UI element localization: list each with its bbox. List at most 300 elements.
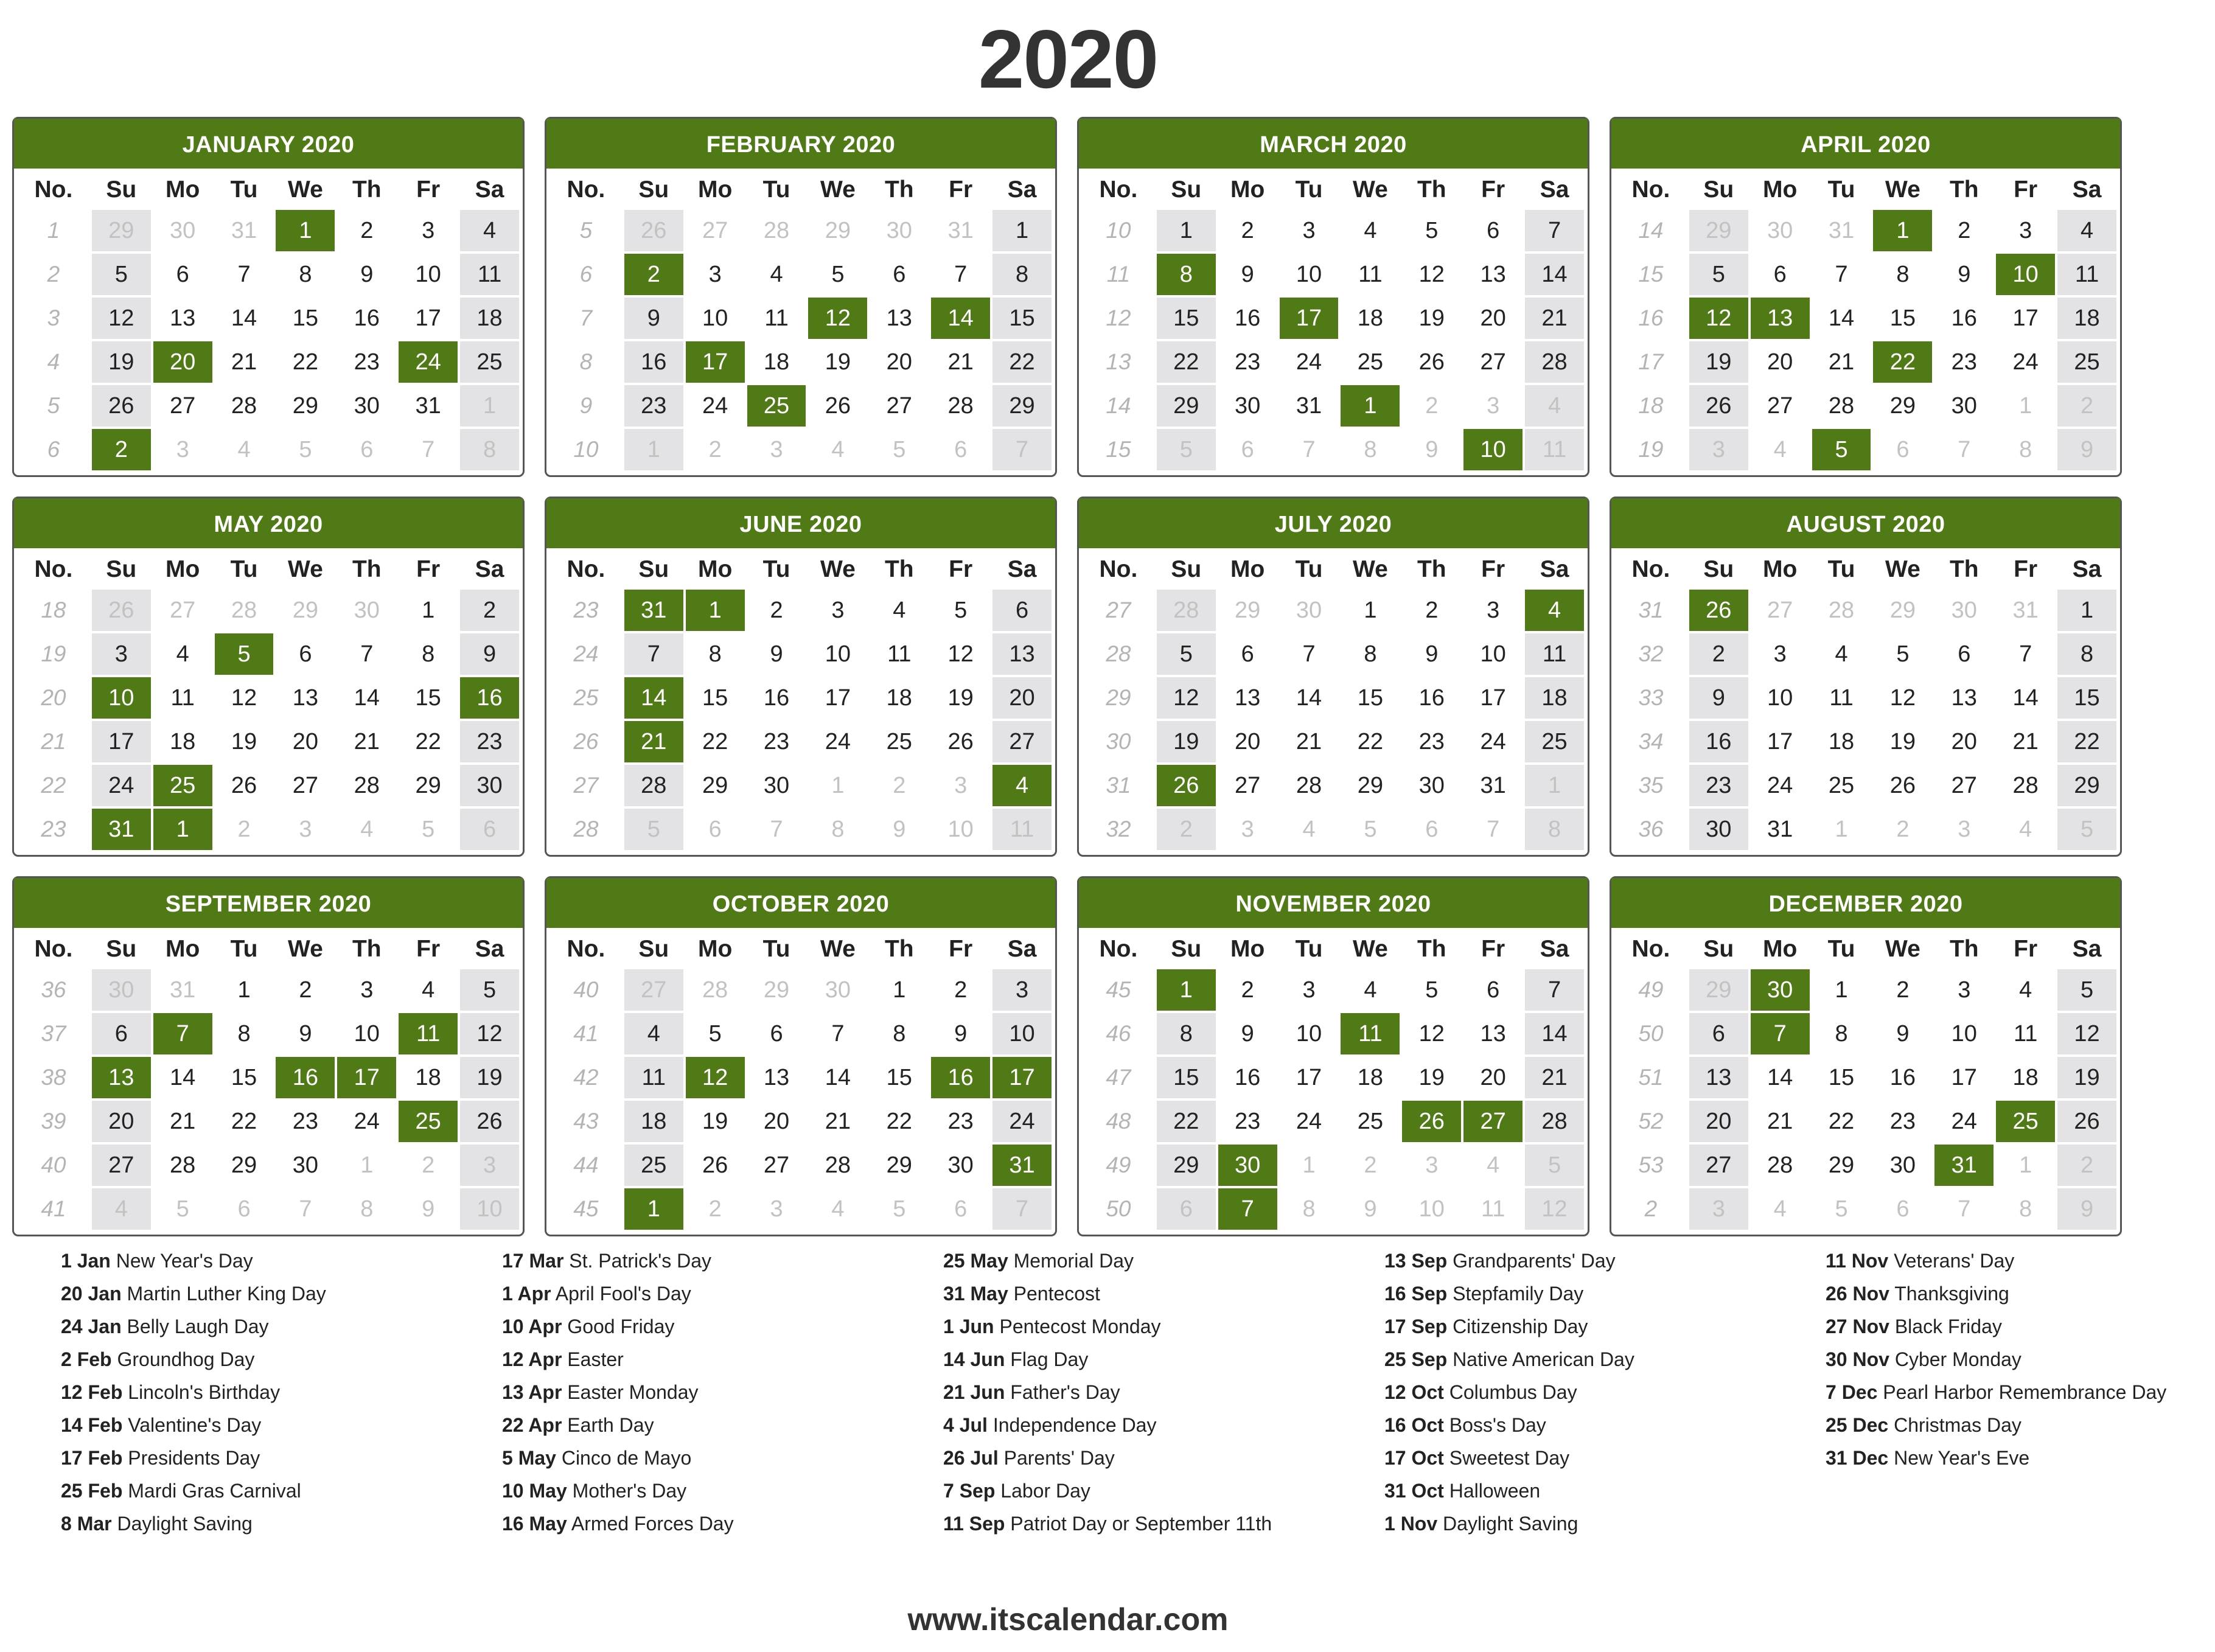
holiday-day-cell[interactable]: 17 <box>685 340 746 384</box>
day-cell[interactable]: 13 <box>1933 676 1995 720</box>
day-cell[interactable]: 22 <box>274 340 336 384</box>
day-cell[interactable]: 29 <box>991 384 1053 428</box>
day-cell[interactable]: 2 <box>746 588 808 632</box>
day-cell[interactable]: 7 <box>1933 1187 1995 1231</box>
day-cell[interactable]: 11 <box>1811 676 1872 720</box>
day-cell[interactable]: 18 <box>152 720 214 764</box>
day-cell[interactable]: 28 <box>1811 588 1872 632</box>
day-cell[interactable]: 9 <box>2056 428 2118 472</box>
day-cell[interactable]: 21 <box>930 340 991 384</box>
day-cell[interactable]: 11 <box>746 296 808 340</box>
day-cell[interactable]: 6 <box>991 588 1053 632</box>
day-cell[interactable]: 4 <box>459 209 520 253</box>
day-cell[interactable]: 22 <box>1156 340 1217 384</box>
day-cell[interactable]: 24 <box>1278 1100 1340 1143</box>
day-cell[interactable]: 10 <box>1278 253 1340 296</box>
day-cell[interactable]: 23 <box>930 1100 991 1143</box>
day-cell[interactable]: 4 <box>1749 428 1811 472</box>
holiday-day-cell[interactable]: 30 <box>1217 1143 1278 1187</box>
day-cell[interactable]: 11 <box>1995 1012 2056 1056</box>
day-cell[interactable]: 2 <box>274 968 336 1012</box>
day-cell[interactable]: 2 <box>397 1143 459 1187</box>
day-cell[interactable]: 30 <box>152 209 214 253</box>
day-cell[interactable]: 2 <box>868 764 930 807</box>
day-cell[interactable]: 3 <box>1278 209 1340 253</box>
day-cell[interactable]: 21 <box>1811 340 1872 384</box>
day-cell[interactable]: 10 <box>807 632 868 676</box>
day-cell[interactable]: 6 <box>459 807 520 851</box>
holiday-day-cell[interactable]: 1 <box>274 209 336 253</box>
day-cell[interactable]: 24 <box>991 1100 1053 1143</box>
holiday-day-cell[interactable]: 16 <box>459 676 520 720</box>
day-cell[interactable]: 5 <box>2056 968 2118 1012</box>
day-cell[interactable]: 25 <box>1339 340 1401 384</box>
day-cell[interactable]: 30 <box>91 968 152 1012</box>
day-cell[interactable]: 21 <box>1995 720 2056 764</box>
day-cell[interactable]: 18 <box>868 676 930 720</box>
day-cell[interactable]: 26 <box>685 1143 746 1187</box>
day-cell[interactable]: 30 <box>746 764 808 807</box>
day-cell[interactable]: 30 <box>868 209 930 253</box>
day-cell[interactable]: 23 <box>1933 340 1995 384</box>
holiday-day-cell[interactable]: 26 <box>1156 764 1217 807</box>
day-cell[interactable]: 16 <box>1401 676 1462 720</box>
day-cell[interactable]: 8 <box>991 253 1053 296</box>
day-cell[interactable]: 12 <box>91 296 152 340</box>
holiday-day-cell[interactable]: 25 <box>746 384 808 428</box>
day-cell[interactable]: 23 <box>1217 1100 1278 1143</box>
holiday-day-cell[interactable]: 31 <box>91 807 152 851</box>
day-cell[interactable]: 30 <box>336 384 397 428</box>
day-cell[interactable]: 2 <box>336 209 397 253</box>
day-cell[interactable]: 27 <box>1749 384 1811 428</box>
day-cell[interactable]: 25 <box>623 1143 685 1187</box>
day-cell[interactable]: 20 <box>991 676 1053 720</box>
day-cell[interactable]: 7 <box>1811 253 1872 296</box>
day-cell[interactable]: 8 <box>868 1012 930 1056</box>
day-cell[interactable]: 19 <box>1401 296 1462 340</box>
day-cell[interactable]: 24 <box>91 764 152 807</box>
day-cell[interactable]: 15 <box>685 676 746 720</box>
day-cell[interactable]: 2 <box>1401 384 1462 428</box>
day-cell[interactable]: 28 <box>623 764 685 807</box>
day-cell[interactable]: 4 <box>623 1012 685 1056</box>
day-cell[interactable]: 10 <box>685 296 746 340</box>
day-cell[interactable]: 14 <box>1995 676 2056 720</box>
day-cell[interactable]: 1 <box>1156 209 1217 253</box>
day-cell[interactable]: 3 <box>1688 428 1749 472</box>
day-cell[interactable]: 1 <box>1995 384 2056 428</box>
day-cell[interactable]: 12 <box>1156 676 1217 720</box>
day-cell[interactable]: 11 <box>1462 1187 1524 1231</box>
holiday-day-cell[interactable]: 2 <box>623 253 685 296</box>
holiday-day-cell[interactable]: 20 <box>152 340 214 384</box>
day-cell[interactable]: 20 <box>1688 1100 1749 1143</box>
day-cell[interactable]: 13 <box>868 296 930 340</box>
day-cell[interactable]: 27 <box>868 384 930 428</box>
day-cell[interactable]: 27 <box>623 968 685 1012</box>
day-cell[interactable]: 9 <box>930 1012 991 1056</box>
day-cell[interactable]: 30 <box>1749 209 1811 253</box>
day-cell[interactable]: 12 <box>214 676 275 720</box>
day-cell[interactable]: 25 <box>868 720 930 764</box>
day-cell[interactable]: 9 <box>1401 632 1462 676</box>
day-cell[interactable]: 25 <box>459 340 520 384</box>
day-cell[interactable]: 4 <box>91 1187 152 1231</box>
day-cell[interactable]: 8 <box>274 253 336 296</box>
day-cell[interactable]: 5 <box>1872 632 1933 676</box>
day-cell[interactable]: 29 <box>1688 968 1749 1012</box>
day-cell[interactable]: 23 <box>274 1100 336 1143</box>
day-cell[interactable]: 28 <box>930 384 991 428</box>
day-cell[interactable]: 2 <box>2056 1143 2118 1187</box>
holiday-day-cell[interactable]: 30 <box>1749 968 1811 1012</box>
day-cell[interactable]: 28 <box>1278 764 1340 807</box>
day-cell[interactable]: 6 <box>1401 807 1462 851</box>
day-cell[interactable]: 13 <box>274 676 336 720</box>
day-cell[interactable]: 8 <box>397 632 459 676</box>
day-cell[interactable]: 1 <box>2056 588 2118 632</box>
holiday-day-cell[interactable]: 31 <box>623 588 685 632</box>
holiday-day-cell[interactable]: 14 <box>930 296 991 340</box>
day-cell[interactable]: 27 <box>746 1143 808 1187</box>
day-cell[interactable]: 26 <box>1688 384 1749 428</box>
day-cell[interactable]: 4 <box>214 428 275 472</box>
holiday-day-cell[interactable]: 5 <box>1811 428 1872 472</box>
holiday-day-cell[interactable]: 10 <box>1462 428 1524 472</box>
day-cell[interactable]: 17 <box>91 720 152 764</box>
day-cell[interactable]: 2 <box>1217 968 1278 1012</box>
holiday-day-cell[interactable]: 1 <box>1872 209 1933 253</box>
day-cell[interactable]: 20 <box>1217 720 1278 764</box>
day-cell[interactable]: 23 <box>1688 764 1749 807</box>
day-cell[interactable]: 12 <box>930 632 991 676</box>
day-cell[interactable]: 30 <box>1688 807 1749 851</box>
day-cell[interactable]: 8 <box>214 1012 275 1056</box>
day-cell[interactable]: 7 <box>1933 428 1995 472</box>
holiday-day-cell[interactable]: 16 <box>274 1056 336 1100</box>
day-cell[interactable]: 7 <box>274 1187 336 1231</box>
day-cell[interactable]: 19 <box>459 1056 520 1100</box>
day-cell[interactable]: 18 <box>1524 676 1585 720</box>
holiday-day-cell[interactable]: 31 <box>1933 1143 1995 1187</box>
day-cell[interactable]: 29 <box>1811 1143 1872 1187</box>
day-cell[interactable]: 3 <box>746 428 808 472</box>
day-cell[interactable]: 21 <box>1749 1100 1811 1143</box>
day-cell[interactable]: 23 <box>1872 1100 1933 1143</box>
day-cell[interactable]: 19 <box>1156 720 1217 764</box>
day-cell[interactable]: 6 <box>1749 253 1811 296</box>
holiday-day-cell[interactable]: 21 <box>623 720 685 764</box>
day-cell[interactable]: 10 <box>397 253 459 296</box>
day-cell[interactable]: 27 <box>152 588 214 632</box>
day-cell[interactable]: 22 <box>397 720 459 764</box>
day-cell[interactable]: 6 <box>1872 1187 1933 1231</box>
day-cell[interactable]: 18 <box>1339 1056 1401 1100</box>
day-cell[interactable]: 29 <box>91 209 152 253</box>
day-cell[interactable]: 27 <box>1933 764 1995 807</box>
holiday-day-cell[interactable]: 22 <box>1872 340 1933 384</box>
day-cell[interactable]: 14 <box>1278 676 1340 720</box>
day-cell[interactable]: 2 <box>2056 384 2118 428</box>
day-cell[interactable]: 16 <box>623 340 685 384</box>
day-cell[interactable]: 24 <box>685 384 746 428</box>
day-cell[interactable]: 17 <box>1749 720 1811 764</box>
holiday-day-cell[interactable]: 1 <box>152 807 214 851</box>
holiday-day-cell[interactable]: 12 <box>1688 296 1749 340</box>
day-cell[interactable]: 14 <box>1524 1012 1585 1056</box>
holiday-day-cell[interactable]: 4 <box>1524 588 1585 632</box>
day-cell[interactable]: 29 <box>868 1143 930 1187</box>
day-cell[interactable]: 7 <box>397 428 459 472</box>
day-cell[interactable]: 8 <box>1339 632 1401 676</box>
day-cell[interactable]: 14 <box>1749 1056 1811 1100</box>
day-cell[interactable]: 7 <box>1995 632 2056 676</box>
day-cell[interactable]: 1 <box>868 968 930 1012</box>
day-cell[interactable]: 7 <box>991 428 1053 472</box>
day-cell[interactable]: 3 <box>1995 209 2056 253</box>
day-cell[interactable]: 10 <box>459 1187 520 1231</box>
day-cell[interactable]: 27 <box>1462 340 1524 384</box>
day-cell[interactable]: 23 <box>1217 340 1278 384</box>
day-cell[interactable]: 29 <box>397 764 459 807</box>
day-cell[interactable]: 22 <box>214 1100 275 1143</box>
day-cell[interactable]: 14 <box>214 296 275 340</box>
day-cell[interactable]: 29 <box>746 968 808 1012</box>
day-cell[interactable]: 26 <box>91 384 152 428</box>
day-cell[interactable]: 10 <box>991 1012 1053 1056</box>
day-cell[interactable]: 28 <box>1749 1143 1811 1187</box>
day-cell[interactable]: 5 <box>1339 807 1401 851</box>
day-cell[interactable]: 4 <box>1278 807 1340 851</box>
day-cell[interactable]: 21 <box>214 340 275 384</box>
day-cell[interactable]: 30 <box>459 764 520 807</box>
day-cell[interactable]: 9 <box>868 807 930 851</box>
day-cell[interactable]: 24 <box>1278 340 1340 384</box>
day-cell[interactable]: 7 <box>214 253 275 296</box>
day-cell[interactable]: 22 <box>1339 720 1401 764</box>
day-cell[interactable]: 27 <box>685 209 746 253</box>
day-cell[interactable]: 12 <box>1401 1012 1462 1056</box>
day-cell[interactable]: 3 <box>930 764 991 807</box>
day-cell[interactable]: 15 <box>1156 1056 1217 1100</box>
holiday-day-cell[interactable]: 7 <box>1749 1012 1811 1056</box>
day-cell[interactable]: 9 <box>746 632 808 676</box>
day-cell[interactable]: 3 <box>274 807 336 851</box>
day-cell[interactable]: 31 <box>1995 588 2056 632</box>
day-cell[interactable]: 21 <box>152 1100 214 1143</box>
day-cell[interactable]: 1 <box>336 1143 397 1187</box>
day-cell[interactable]: 15 <box>274 296 336 340</box>
holiday-day-cell[interactable]: 27 <box>1462 1100 1524 1143</box>
day-cell[interactable]: 13 <box>746 1056 808 1100</box>
day-cell[interactable]: 9 <box>459 632 520 676</box>
day-cell[interactable]: 25 <box>1811 764 1872 807</box>
day-cell[interactable]: 10 <box>1749 676 1811 720</box>
day-cell[interactable]: 8 <box>336 1187 397 1231</box>
day-cell[interactable]: 6 <box>1217 632 1278 676</box>
day-cell[interactable]: 16 <box>336 296 397 340</box>
day-cell[interactable]: 22 <box>1811 1100 1872 1143</box>
day-cell[interactable]: 11 <box>991 807 1053 851</box>
day-cell[interactable]: 25 <box>1524 720 1585 764</box>
day-cell[interactable]: 17 <box>1278 1056 1340 1100</box>
day-cell[interactable]: 8 <box>1995 1187 2056 1231</box>
day-cell[interactable]: 31 <box>1811 209 1872 253</box>
day-cell[interactable]: 26 <box>1401 340 1462 384</box>
day-cell[interactable]: 3 <box>336 968 397 1012</box>
day-cell[interactable]: 1 <box>807 764 868 807</box>
day-cell[interactable]: 31 <box>397 384 459 428</box>
day-cell[interactable]: 14 <box>152 1056 214 1100</box>
day-cell[interactable]: 4 <box>868 588 930 632</box>
day-cell[interactable]: 13 <box>1462 253 1524 296</box>
day-cell[interactable]: 18 <box>623 1100 685 1143</box>
holiday-day-cell[interactable]: 8 <box>1156 253 1217 296</box>
day-cell[interactable]: 20 <box>1462 1056 1524 1100</box>
day-cell[interactable]: 5 <box>868 1187 930 1231</box>
day-cell[interactable]: 7 <box>746 807 808 851</box>
holiday-day-cell[interactable]: 10 <box>91 676 152 720</box>
day-cell[interactable]: 3 <box>991 968 1053 1012</box>
holiday-day-cell[interactable]: 12 <box>685 1056 746 1100</box>
day-cell[interactable]: 24 <box>336 1100 397 1143</box>
day-cell[interactable]: 1 <box>1524 764 1585 807</box>
holiday-day-cell[interactable]: 4 <box>991 764 1053 807</box>
day-cell[interactable]: 28 <box>214 384 275 428</box>
day-cell[interactable]: 1 <box>1811 968 1872 1012</box>
day-cell[interactable]: 20 <box>1749 340 1811 384</box>
day-cell[interactable]: 28 <box>1156 588 1217 632</box>
day-cell[interactable]: 3 <box>397 209 459 253</box>
day-cell[interactable]: 9 <box>1872 1012 1933 1056</box>
day-cell[interactable]: 29 <box>807 209 868 253</box>
day-cell[interactable]: 5 <box>1688 253 1749 296</box>
holiday-day-cell[interactable]: 10 <box>1995 253 2056 296</box>
day-cell[interactable]: 7 <box>1278 632 1340 676</box>
day-cell[interactable]: 28 <box>1995 764 2056 807</box>
day-cell[interactable]: 9 <box>274 1012 336 1056</box>
day-cell[interactable]: 28 <box>1524 1100 1585 1143</box>
day-cell[interactable]: 27 <box>152 384 214 428</box>
day-cell[interactable]: 3 <box>1278 968 1340 1012</box>
day-cell[interactable]: 29 <box>274 588 336 632</box>
day-cell[interactable]: 26 <box>214 764 275 807</box>
day-cell[interactable]: 4 <box>1339 209 1401 253</box>
day-cell[interactable]: 17 <box>1462 676 1524 720</box>
day-cell[interactable]: 4 <box>152 632 214 676</box>
day-cell[interactable]: 27 <box>1688 1143 1749 1187</box>
holiday-day-cell[interactable]: 16 <box>930 1056 991 1100</box>
day-cell[interactable]: 30 <box>807 968 868 1012</box>
day-cell[interactable]: 7 <box>1524 968 1585 1012</box>
day-cell[interactable]: 5 <box>1524 1143 1585 1187</box>
day-cell[interactable]: 7 <box>1524 209 1585 253</box>
holiday-day-cell[interactable]: 13 <box>1749 296 1811 340</box>
day-cell[interactable]: 30 <box>1933 384 1995 428</box>
day-cell[interactable]: 24 <box>1933 1100 1995 1143</box>
day-cell[interactable]: 2 <box>1933 209 1995 253</box>
holiday-day-cell[interactable]: 2 <box>91 428 152 472</box>
day-cell[interactable]: 6 <box>1156 1187 1217 1231</box>
day-cell[interactable]: 28 <box>214 588 275 632</box>
holiday-day-cell[interactable]: 14 <box>623 676 685 720</box>
day-cell[interactable]: 2 <box>1872 807 1933 851</box>
day-cell[interactable]: 1 <box>397 588 459 632</box>
day-cell[interactable]: 30 <box>1278 588 1340 632</box>
day-cell[interactable]: 9 <box>623 296 685 340</box>
day-cell[interactable]: 5 <box>91 253 152 296</box>
day-cell[interactable]: 22 <box>685 720 746 764</box>
day-cell[interactable]: 6 <box>1462 209 1524 253</box>
day-cell[interactable]: 17 <box>807 676 868 720</box>
holiday-day-cell[interactable]: 7 <box>1217 1187 1278 1231</box>
day-cell[interactable]: 28 <box>336 764 397 807</box>
day-cell[interactable]: 5 <box>1156 428 1217 472</box>
day-cell[interactable]: 29 <box>2056 764 2118 807</box>
day-cell[interactable]: 9 <box>1217 1012 1278 1056</box>
day-cell[interactable]: 5 <box>1401 968 1462 1012</box>
day-cell[interactable]: 8 <box>459 428 520 472</box>
website-url[interactable]: www.itscalendar.com <box>907 1602 1229 1637</box>
day-cell[interactable]: 3 <box>685 253 746 296</box>
day-cell[interactable]: 3 <box>746 1187 808 1231</box>
holiday-day-cell[interactable]: 24 <box>397 340 459 384</box>
day-cell[interactable]: 16 <box>1872 1056 1933 1100</box>
day-cell[interactable]: 11 <box>1339 253 1401 296</box>
day-cell[interactable]: 31 <box>152 968 214 1012</box>
day-cell[interactable]: 15 <box>1156 296 1217 340</box>
day-cell[interactable]: 5 <box>1401 209 1462 253</box>
day-cell[interactable]: 8 <box>1278 1187 1340 1231</box>
day-cell[interactable]: 13 <box>1462 1012 1524 1056</box>
day-cell[interactable]: 19 <box>214 720 275 764</box>
holiday-day-cell[interactable]: 17 <box>991 1056 1053 1100</box>
day-cell[interactable]: 12 <box>1524 1187 1585 1231</box>
day-cell[interactable]: 4 <box>1462 1143 1524 1187</box>
day-cell[interactable]: 30 <box>274 1143 336 1187</box>
day-cell[interactable]: 7 <box>1278 428 1340 472</box>
day-cell[interactable]: 12 <box>2056 1012 2118 1056</box>
day-cell[interactable]: 28 <box>807 1143 868 1187</box>
day-cell[interactable]: 4 <box>746 253 808 296</box>
day-cell[interactable]: 29 <box>1872 384 1933 428</box>
day-cell[interactable]: 19 <box>1401 1056 1462 1100</box>
day-cell[interactable]: 31 <box>1462 764 1524 807</box>
day-cell[interactable]: 7 <box>623 632 685 676</box>
day-cell[interactable]: 26 <box>1872 764 1933 807</box>
day-cell[interactable]: 30 <box>336 588 397 632</box>
holiday-day-cell[interactable]: 31 <box>991 1143 1053 1187</box>
day-cell[interactable]: 13 <box>991 632 1053 676</box>
day-cell[interactable]: 11 <box>868 632 930 676</box>
day-cell[interactable]: 3 <box>1933 807 1995 851</box>
day-cell[interactable]: 28 <box>685 968 746 1012</box>
day-cell[interactable]: 8 <box>1995 428 2056 472</box>
holiday-day-cell[interactable]: 26 <box>1401 1100 1462 1143</box>
holiday-day-cell[interactable]: 12 <box>807 296 868 340</box>
day-cell[interactable]: 23 <box>336 340 397 384</box>
day-cell[interactable]: 5 <box>1811 1187 1872 1231</box>
day-cell[interactable]: 6 <box>91 1012 152 1056</box>
day-cell[interactable]: 8 <box>1524 807 1585 851</box>
day-cell[interactable]: 22 <box>991 340 1053 384</box>
day-cell[interactable]: 11 <box>459 253 520 296</box>
day-cell[interactable]: 12 <box>1872 676 1933 720</box>
day-cell[interactable]: 3 <box>152 428 214 472</box>
day-cell[interactable]: 21 <box>1524 296 1585 340</box>
day-cell[interactable]: 7 <box>1462 807 1524 851</box>
